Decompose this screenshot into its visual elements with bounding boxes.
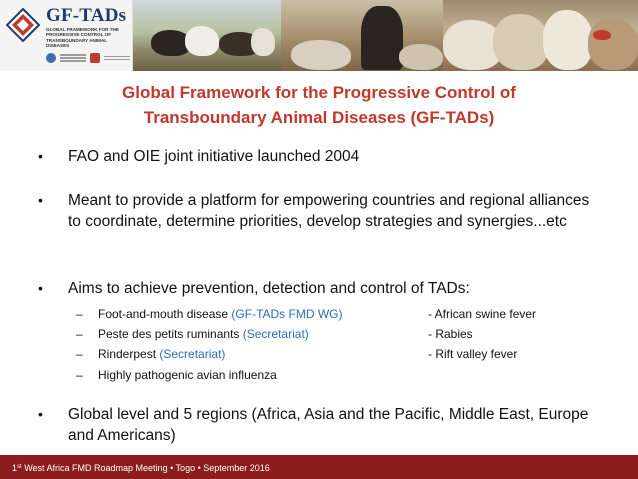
footer-text bbox=[12, 455, 270, 479]
dash-icon: – bbox=[76, 307, 83, 321]
title-line-2: Transboundary Animal Diseases (GF-TADs) bbox=[143, 108, 495, 127]
dash-icon: – bbox=[76, 368, 83, 382]
bullet-icon: • bbox=[38, 280, 43, 296]
dash-icon: – bbox=[76, 347, 83, 361]
header-banner bbox=[0, 0, 638, 71]
sub-bullet-right-text: - Rift valley fever bbox=[428, 347, 518, 361]
gf-tads-logo bbox=[0, 0, 133, 71]
footer-bar bbox=[0, 455, 638, 479]
footer-ordinal-number: 1 bbox=[12, 463, 18, 473]
partner-logos bbox=[46, 51, 130, 65]
goats-in-field-photo bbox=[133, 0, 281, 71]
sub-bullet-highlight: (Secretariat) bbox=[159, 347, 226, 361]
fao-emblem-icon bbox=[46, 53, 56, 63]
footer-ordinal-suffix: st bbox=[17, 464, 22, 470]
sub-bullet-right-text: - Rabies bbox=[428, 327, 473, 341]
diamond-logo-icon bbox=[6, 8, 40, 42]
bullet-text: Aims to achieve prevention, detection and control of TADs: bbox=[68, 280, 470, 297]
logo-title: GF-TADs bbox=[46, 5, 127, 26]
bullet-icon: • bbox=[38, 406, 43, 422]
sub-bullet-text: Rinderpest bbox=[98, 347, 160, 361]
sub-bullet-item bbox=[76, 306, 606, 322]
bullet-text: Global level and 5 regions (Africa, Asia and the Pacific, Middle East, Europe and Americans) bbox=[68, 406, 589, 444]
header-photos bbox=[133, 0, 638, 71]
herder-with-sheep-photo bbox=[281, 0, 443, 71]
sub-bullet-item bbox=[76, 367, 606, 383]
sub-bullet-text: Peste des petits ruminants bbox=[98, 327, 243, 341]
sub-bullet-text: Highly pathogenic avian influenza bbox=[98, 368, 277, 382]
sub-bullet-right-text: - African swine fever bbox=[428, 307, 537, 321]
logo-subtitle: GLOBAL FRAMEWORK FOR THE PROGRESSIVE CONTROL OF TRANSBOUNDARY ANIMAL DISEASES bbox=[46, 27, 119, 49]
oie-emblem-icon bbox=[90, 53, 100, 63]
bullet-item bbox=[38, 404, 598, 446]
slide-title bbox=[0, 80, 638, 130]
bullet-icon: • bbox=[38, 148, 43, 164]
sub-bullet-item bbox=[76, 326, 606, 342]
sub-bullet-item bbox=[76, 346, 606, 362]
bullet-text: Meant to provide a platform for empowering countries and regional alliances to coordinate, determine priorities, develop strategies and synergies...etc bbox=[68, 192, 590, 230]
bullet-item bbox=[38, 190, 598, 232]
bullet-text: FAO and OIE joint initiative launched 2004 bbox=[68, 148, 360, 165]
dash-icon: – bbox=[76, 327, 83, 341]
bullet-item bbox=[38, 278, 598, 299]
footer-meeting-text: West Africa FMD Roadmap Meeting • Togo • September 2016 bbox=[21, 463, 270, 473]
title-line-1: Global Framework for the Progressive Control of bbox=[122, 83, 516, 102]
sub-bullet-text: Foot-and-mouth disease bbox=[98, 307, 232, 321]
sub-bullet-highlight: (Secretariat) bbox=[242, 327, 309, 341]
bullet-icon: • bbox=[38, 192, 43, 208]
sub-bullet-highlight: (GF-TADs FMD WG) bbox=[231, 307, 343, 321]
sheep-flock-photo bbox=[443, 0, 638, 71]
bullet-item bbox=[38, 146, 598, 167]
